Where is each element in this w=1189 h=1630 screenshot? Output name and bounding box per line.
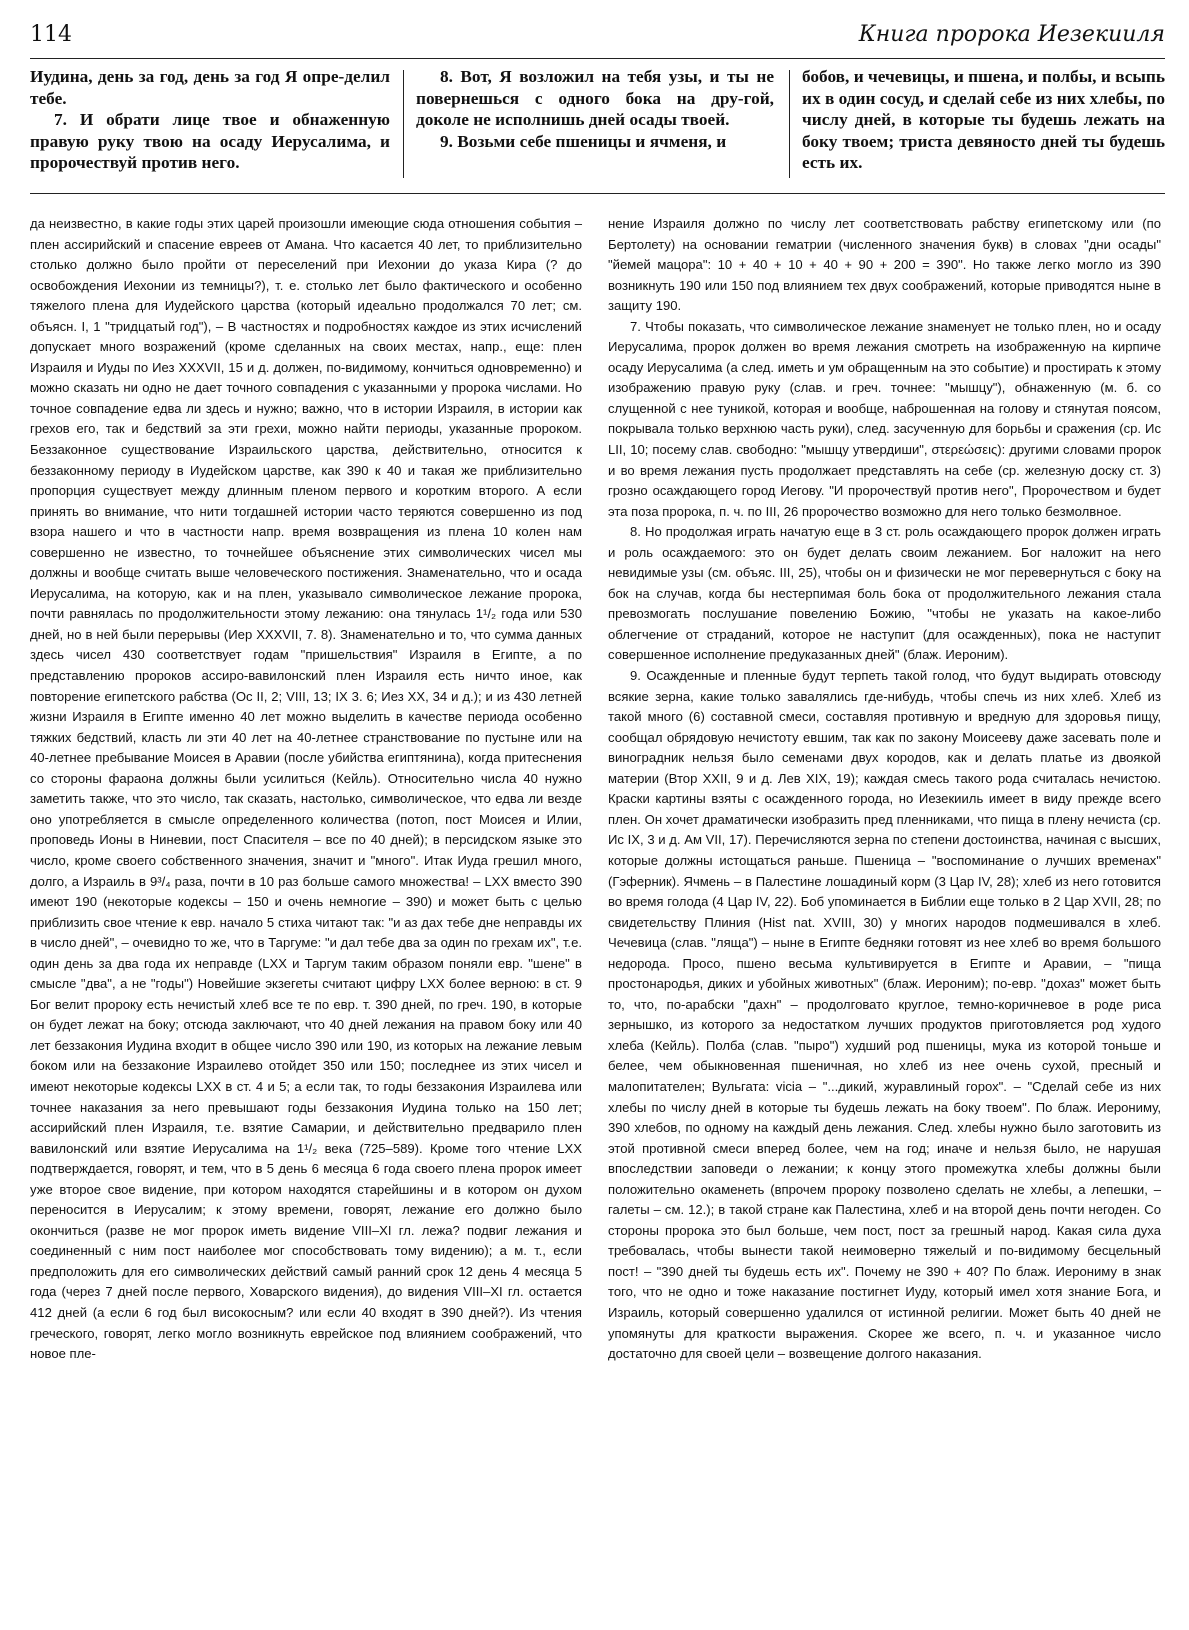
- commentary-paragraph: нение Израиля должно по числу лет соответствовать рабству египетскому или (по Бертолету) на основании гематрии (численного значения букв) в словах "дни осады" "йемей мацора": 10 + 40 + 10 + 40 + 90 + 200 = 390". Но также легко могло из 390 возникнуть 190 или 150 под влиянием тех двух соображений, которые приводятся ныне в защиту 190.: [608, 216, 1161, 314]
- verse-text: 7. И обрати лице твое и обнаженную правую руку твою на осаду Иерусалима, и пророчествуй против него.: [30, 110, 390, 172]
- verses-rule: [30, 193, 1165, 194]
- commentary-paragraph: 9. Осажденные и пленные будут терпеть такой голод, что будут выдирать отовсюду всякие зерна, какие только завалялись где-нибудь, чтобы спечь из них хлеб. Хлеб из такой много (6) составной смеси, составляя противную и вредную для здоровья пищу, сообщал обрядовую нечистоту евшим, так как по закону Моисееву даже засевать поле и виноградник нельзя было семенами двух кородов, как и делать платье из двоякой материи (Втор XXII, 9 и д. Лев XIX, 19); каждая смесь такого рода считалась нечистою. Краски картины взяты с осажденного города, но Иезекииль имеет в виду прежде всего плен. Он хочет драматически изобразить пред пленниками, что пища в плену нечиста (ср. Ис IX, 3 и д. Ам VII, 17). Перечисляются зерна по степени достоинства, начиная с высших, которые должны истощаться раньше. Пшеница – "воспоминание о лучших временах" (Гэферник). Ячмень – в Палестине лошадиный корм (3 Цар IV, 28); хлеб из него готовится во время голода (4 Цар IV, 22). Боб упоминается в Библии еще только в 2 Цар XVII, 28; по свидетельству Плиния (Hist nat. XVIII, 30) у многих народов подмешивался в хлеб. Чечевица (слав. "ляща") – ныне в Египте бедняки готовят из нее хлеб во время большого недорода. Просо, пшено весьма культивируется в Египте и Аравии, – "пища простонародья, диких и убойных животных" (блаж. Иероним); по-евр. "дохаз" может быть то, что, по-арабски "дахн" – продолговато круглое, темно-коричневое в роде риса зернышко, из которого за недостатком лучших продуктов приготовляется род худого хлеба (Кейль). Полба (слав. "пыро") худший род пшеницы, мука из которой тоньше и белее, чем обыкновенная пшеничная, но хлеб из нее очень сухой, пресный и малопитателен; Вульгата: vicia – "...дикий, журавлиный горох". – "Сделай себе из них хлебы по числу дней в которые ты будешь лежать на боку твоем". По блаж. Иерониму, 390 хлебов, по одному на каждый день лежания. След. хлебы нужно было заготовить из этой противной смеси вперед более, чем на год; иначе и нельзя было, не нарушая впоследствии заповеди о лежании; к концу этого промежутка хлебы должны были положительно окаменеть (впрочем пророку позволено сделать не хлебы, а лепешки, – галеты – см. 12.); в такой стране как Палестина, хлеб и на второй день почти негоден. Со стороны пророка это был больше, чем пост, пост за грешный народ. Какая сила духа требовалась, чтобы вынести такой неимоверно тяжелый и по-видимому бесцельный пост! – "390 дней ты будешь есть их". Почему не 390 + 40? По блаж. Иерониму в знак того, что не одно и тоже наказание постигнет Иуду, который имел хотя знание Бога, и Израиль, который совершенно удалился от истинной религии. Может быть 40 дней не упомянуты для краткости выражения. Скорее же всего, п. ч. и указанное число достаточно для своей цели – возвещение долгого наказания.: [608, 668, 1161, 1362]
- verse-text: бобов, и чечевицы, и пшена, и полбы, и всыпь их в один сосуд, и сделай себе из них хлебы, по числу дней, в которые ты будешь лежать на боку твоем; триста девяносто дней ты будешь есть их.: [802, 67, 1165, 172]
- scripture-verses: [30, 66, 1165, 184]
- running-title: Книга пророка Иезекииля: [858, 22, 1165, 47]
- commentary-left-column: [30, 214, 582, 1365]
- commentary-paragraph: да неизвестно, в какие годы этих царей произошли имеющие сюда отношения события – плен ассирийский и спасение евреев от Амана. Что касается 40 лет, то приблизительно столько должно было пройти от переселений при Иехонии до указа Кира (? до освобождения Иехонии из темницы?), т. е. столько лет было фактического и особенно тяжелого плена для Иудейского царства (который идеально продолжался 70 лет; см. объясн. I, 1 "тридцатый год"), – В частностях и подробностях каждое из этих исчислений допускает много возражений (кроме сделанных на своих местах, напр., еще: плен Израиля и Иуды по Иез XXXVII, 15 и д. должен, по-видимому, кончиться одновременно) и можно сказать ни одно не дает точного совпадения с указанными у пророка числами. Но точное совпадение едва ли здесь и нужно; важно, что в истории Израиля, в истории как грехов его, так и бедствий за эти грехи, можно найти периоды, указанные пророком. Беззаконное существование Израильского царства, действительно, относится к беззаконному периоду в Иудейском царстве, как 390 к 40 и такая же приблизительно пропорция существует между длинным пленом первого и коротким второго. А если принять во внимание, что нити тогдашней истории часто теряются совершенно из под взора нашего и что в частности напр. время возвращения из плена 10 колен нам совершенно не известно, то точнейшее объяснение этих символических чисел мы должны и вообще считать выше человеческого постижения. Знаменательно, что и осада Иерусалима, на которую, как и на плен, указывало символическое лежание пророка, почти равнялась по продолжительности этому лежанию: она тянулась 1¹/₂ года или 530 дней, но в ней были перерывы (Иер XXXVII, 7. 8). Знаменательно и то, что сумма данных здесь чисел 430 соответствует годам "пришельствия" Израиля в Египте, а по представлению пророков ассиро-вавилонский плен Израиля есть ничто иное, как повторение египетского рабства (Ос II, 2; VIII, 13; IX 3. 6; Иез XX, 34 и д.); и из 430 летней жизни Израиля в Египте именно 40 лет можно выделить в качестве периода особенно тяжких бедствий, класть ли эти 40 лет на 40-летнее странствование по пустыне или на 40-летнее пребывание Моисея в Аравии (после убийства египтянина), когда притеснения со стороны фараона должны были усилиться (Кейль). Относительно числа 40 нужно заметить также, что это число, так сказать, настолько, символическое, что едва ли везде оно употребляется в смысле определенного количества (потоп, пост Моисея и Илии, проповедь Ионы в Ниневии, пост Спасителя – все по 40 дней); в персидском языке это число, кроме своего собственного значения, значит и "много". Итак Иуда грешил много, долго, а Израиль в 9³/₄ раза, почти в 10 раз больше самого множества! – LXX вместо 390 имеют 190 (некоторые кодексы – 150 и очень немногие – 390) и может быть с целью приблизить свое чтение к евр. начало 5 стиха читают так: "и аз дах тебе дне неправды их в число дней", – очевидно то же, что в Таргуме: "и дал тебе два за один по грехам их", т.е. один день за два года их неправде (LXX и Таргум таким образом поняли евр. "шене" в смысле "два", а не "годы") Новейшие экзегеты считают цифру LXX более верною: в ст. 9 Бог велит пророку есть нечистый хлеб все те по евр. т. 390 дней, по греч. 190, в которые он будет лежат на боку; отсюда заключают, что 40 дней лежания на правом боку или 40 лет беззакония Иудина входит в общее число 390 или 190, из которых на лежание левым боком или на беззаконие Израилево отойдет 350 или 150; последнее из этих чисел и имеют некоторые кодексы LXX в ст. 4 и 5; а если так, то годы беззакония Израилева или точнее наказания за него превышают годы беззакония Иудина только на 150 лет; ассирийский плен Израиля, т.е. взятие Самарии, и действительно предварило плен вавилонский или взятие Иерусалима на 1¹/₂ века (725–589). Кроме того чтение LXX подтверждается, говорят, и тем, что в 5 день 6 месяца 6 года своего плена пророк имеет уже второе свое видение, при котором находятся старейшины и в котором он духом переносится в Иерусалим; к этому времени, говорят, лежание его должно было окончиться (разве не мог пророк иметь видение VIII–XI гл. лежа? подвиг лежания и соединенный с ним пост наиболее мог способствовать тому видению); а м. т., если предположить для его символических действий самый ранний срок 12 день 4 месяца 5 года (через 7 дней после первого, Ховарского видения), до видения VIII–XI гл. остается 412 дней (а если 6 год был високосным? или если 40 входят в 390 дней?). Из чтения греческого, говорят, легко могло возникнуть еврейское под влиянием соображений, что новое пле-: [30, 216, 582, 1362]
- commentary-paragraph: 7. Чтобы показать, что символическое лежание знаменует не только плен, но и осаду Иерусалима, пророк должен во время лежания смотреть на изображенную на кирпиче осаду Иерусалима (а след. иметь и ум обращенным на это событие) и простирать к этому изображению правую руку (слав. и греч. точнее: "мышцу"), обнаженную (м. б. со слущенной с нее туникой, которая и вообще, наброшенная на голову и стянутая поясом, покрывала только верхнюю часть руки), след. засученную для борьбы и сражения (ср. Ис LII, 10; посему слав. свободно: "мышцу утвердиши", στερεώσεις): другими словами пророк и во время лежания пусть продолжает представлять на себе (ср. железную доску ст. 3) грозно осаждающего город Иегову. "И пророчествуй против него", Пророчеством и будет эта поза пророка, п. ч. по III, 26 пророчество возможно для него только безмолвное.: [608, 318, 1161, 519]
- verse-text: 9. Возьми себе пшеницы и ячменя, и: [440, 131, 727, 151]
- page-header: [30, 22, 1165, 62]
- column-divider: [789, 70, 790, 178]
- commentary-right-column: [608, 214, 1161, 1365]
- verse-column-1: [30, 66, 390, 184]
- page-number: 114: [30, 22, 72, 47]
- verse-text: Иудина, день за год, день за год Я опре-делил тебе.: [30, 67, 390, 108]
- verse-column-3: [802, 66, 1165, 184]
- column-divider: [403, 70, 404, 178]
- commentary-paragraph: 8. Но продолжая играть начатую еще в 3 ст. роль осаждающего пророк должен играть и роль осаждаемого: это он будет делать своим лежанием. Бог наложит на него невидимые узы (см. объяс. III, 25), чтобы он и физически не мог перевернуться с боку на бок на случав, когда бы нестерпимая боль бока от продолжительного лежания стала превозмогать послушание повелению Божию, "чтобы не указать на какое-либо облегчение от страданий, которое не наступит (для осажденных), пока не наступит совершенное исполнение предуказанных дней" (блаж. Иероним).: [608, 524, 1161, 663]
- verse-text: 8. Вот, Я возложил на тебя узы, и ты не повернешься с одного бока на дру-гой, доколе не исполнишь дней осады твоей.: [416, 67, 774, 129]
- verse-column-2: [416, 66, 774, 184]
- header-rule: [30, 58, 1165, 59]
